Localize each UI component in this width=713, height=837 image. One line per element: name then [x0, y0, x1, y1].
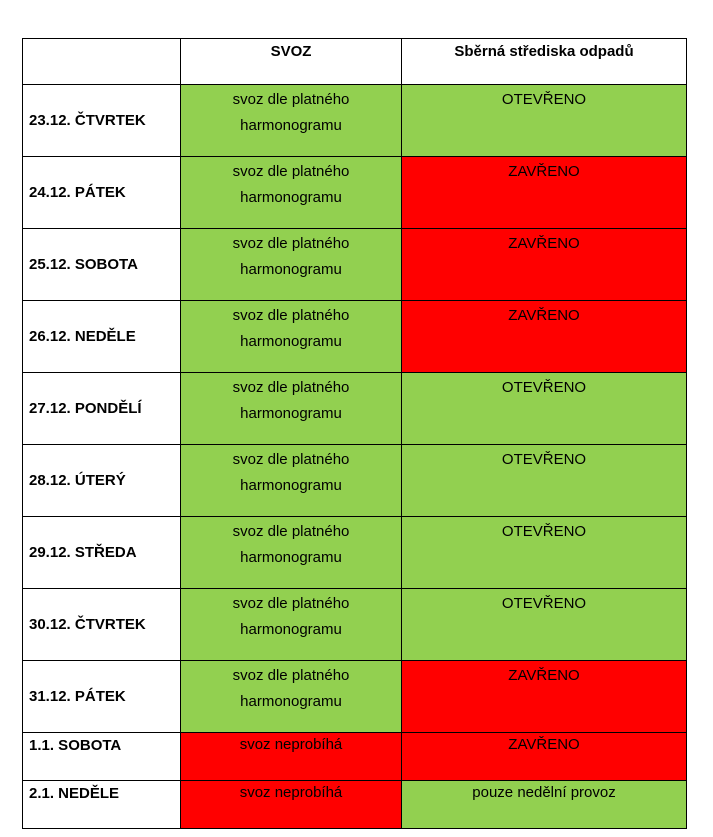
- sberna-cell: OTEVŘENO: [402, 85, 687, 157]
- header-svoz-cell: SVOZ: [181, 39, 402, 85]
- sberna-cell: OTEVŘENO: [402, 445, 687, 517]
- day-cell: 1.1. SOBOTA: [23, 733, 181, 781]
- svoz-cell: svoz dle platného harmonogramu: [181, 157, 402, 229]
- svoz-cell: svoz dle platného harmonogramu: [181, 373, 402, 445]
- table-row: [23, 445, 687, 517]
- waste-collection-table: [22, 38, 687, 829]
- svoz-cell: svoz dle platného harmonogramu: [181, 589, 402, 661]
- sberna-cell: ZAVŘENO: [402, 733, 687, 781]
- day-cell: 30.12. ČTVRTEK: [23, 589, 181, 661]
- table-row: [23, 733, 687, 781]
- svoz-cell: svoz neprobíhá: [181, 781, 402, 829]
- day-cell: 2.1. NEDĚLE: [23, 781, 181, 829]
- table-row: [23, 229, 687, 301]
- svoz-cell: svoz dle platného harmonogramu: [181, 661, 402, 733]
- day-cell: 23.12. ČTVRTEK: [23, 85, 181, 157]
- sberna-cell: pouze nedělní provoz: [402, 781, 687, 829]
- day-cell: 31.12. PÁTEK: [23, 661, 181, 733]
- day-cell: 25.12. SOBOTA: [23, 229, 181, 301]
- svoz-cell: svoz dle platného harmonogramu: [181, 229, 402, 301]
- table-row: [23, 517, 687, 589]
- table-row: [23, 589, 687, 661]
- day-cell: 27.12. PONDĚLÍ: [23, 373, 181, 445]
- table-row: [23, 661, 687, 733]
- table-row: [23, 85, 687, 157]
- svoz-cell: svoz dle platného harmonogramu: [181, 85, 402, 157]
- sberna-cell: ZAVŘENO: [402, 301, 687, 373]
- sberna-cell: ZAVŘENO: [402, 157, 687, 229]
- day-cell: 28.12. ÚTERÝ: [23, 445, 181, 517]
- sberna-cell: OTEVŘENO: [402, 373, 687, 445]
- svoz-cell: svoz dle platného harmonogramu: [181, 517, 402, 589]
- header-day-cell: [23, 39, 181, 85]
- day-cell: 24.12. PÁTEK: [23, 157, 181, 229]
- header-sberna-cell: Sběrná střediska odpadů: [402, 39, 687, 85]
- sberna-cell: ZAVŘENO: [402, 661, 687, 733]
- sberna-cell: OTEVŘENO: [402, 517, 687, 589]
- table-row: [23, 157, 687, 229]
- sberna-cell: OTEVŘENO: [402, 589, 687, 661]
- svoz-cell: svoz dle platného harmonogramu: [181, 301, 402, 373]
- svoz-cell: svoz neprobíhá: [181, 733, 402, 781]
- table-row: [23, 301, 687, 373]
- sberna-cell: ZAVŘENO: [402, 229, 687, 301]
- day-cell: 29.12. STŘEDA: [23, 517, 181, 589]
- table-row: [23, 781, 687, 829]
- table-row: [23, 373, 687, 445]
- day-cell: 26.12. NEDĚLE: [23, 301, 181, 373]
- svoz-cell: svoz dle platného harmonogramu: [181, 445, 402, 517]
- table-header-row: [23, 39, 687, 85]
